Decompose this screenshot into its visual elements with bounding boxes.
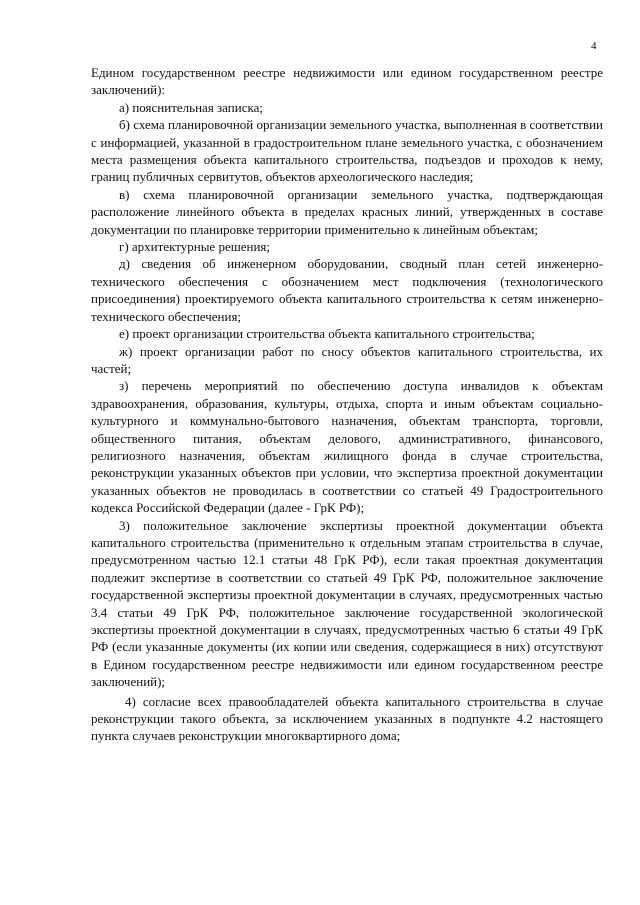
paragraph-item-z: з) перечень мероприятий по обеспечению доступа инвалидов к объектам здравоохранения, образования, культуры, отдыха, спорта и иным объектам социально-культурного и коммунально-бытового назначения, объектам транспорта, торговли, общественного питания, объектам делового, административного, финансового, религиозного назначения, объектам жилищного фонда в случае строительства, реконструкции указанных объектов при условии, что экспертиза проектной документации указанных объектов не проводилась в соответствии со статьей 49 Градостроительного кодекса Российской Федерации (далее - ГрК РФ); bbox=[91, 378, 603, 516]
page-number: 4 bbox=[591, 40, 597, 52]
paragraph-item-3: 3) положительное заключение экспертизы проектной документации объекта капитального строительства (применительно к отдельным этапам строительства в случае, предусмотренном частью 12.1 статьи 48 ГрК РФ), если такая проектная документация подлежит экспертизе в соответствии со статьей 49 ГрК РФ, положительное заключение государственной экспертизы проектной документации в случаях, предусмотренных частью 3.4 статьи 49 ГрК РФ, положительное заключение государственной экологической экспертизы проектной документации в случаях, предусмотренных частью 6 статьи 49 ГрК РФ (если указанные документы (их копии или сведения, содержащиеся в них) отсутствуют в Едином государственном реестре недвижимости или едином государственном реестре заключений); bbox=[91, 517, 603, 690]
paragraph-item-b: б) схема планировочной организации земельного участка, выполненная в соответствии с информацией, указанной в градостроительном плане земельного участка, с обозначением места размещения объекта капитального строительства, подъездов и проходов к нему, границ публичных сервитутов, объектов археологического наследия; bbox=[91, 117, 603, 185]
document-body bbox=[91, 64, 603, 745]
paragraph-item-v: в) схема планировочной организации земельного участка, подтверждающая расположение линейного объекта в пределах красных линий, утвержденных в составе документации по планировке территории применительно к линейным объектам; bbox=[91, 186, 603, 237]
paragraph-continuation: Едином государственном реестре недвижимости или едином государственном реестре заключений): bbox=[91, 65, 603, 98]
paragraph-item-a: а) пояснительная записка; bbox=[119, 99, 263, 115]
paragraph-item-zh: ж) проект организации работ по сносу объектов капитального строительства, их частей; bbox=[91, 343, 603, 376]
paragraph-item-e: е) проект организации строительства объекта капитального строительства; bbox=[119, 326, 535, 342]
paragraph-item-4: 4) согласие всех правообладателей объекта капитального строительства в случае реконструкции такого объекта, за исключением указанных в подпункте 4.2 настоящего пункта случаев реконструкции многоквартирного дома; bbox=[91, 693, 603, 744]
paragraph-item-d: д) сведения об инженерном оборудовании, сводный план сетей инженерно-технического обеспечения с обозначением мест подключения (технологического присоединения) проектируемого объекта капитального строительства к сетям инженерно-технического обеспечения; bbox=[91, 256, 603, 324]
paragraph-item-g: г) архитектурные решения; bbox=[119, 239, 271, 255]
